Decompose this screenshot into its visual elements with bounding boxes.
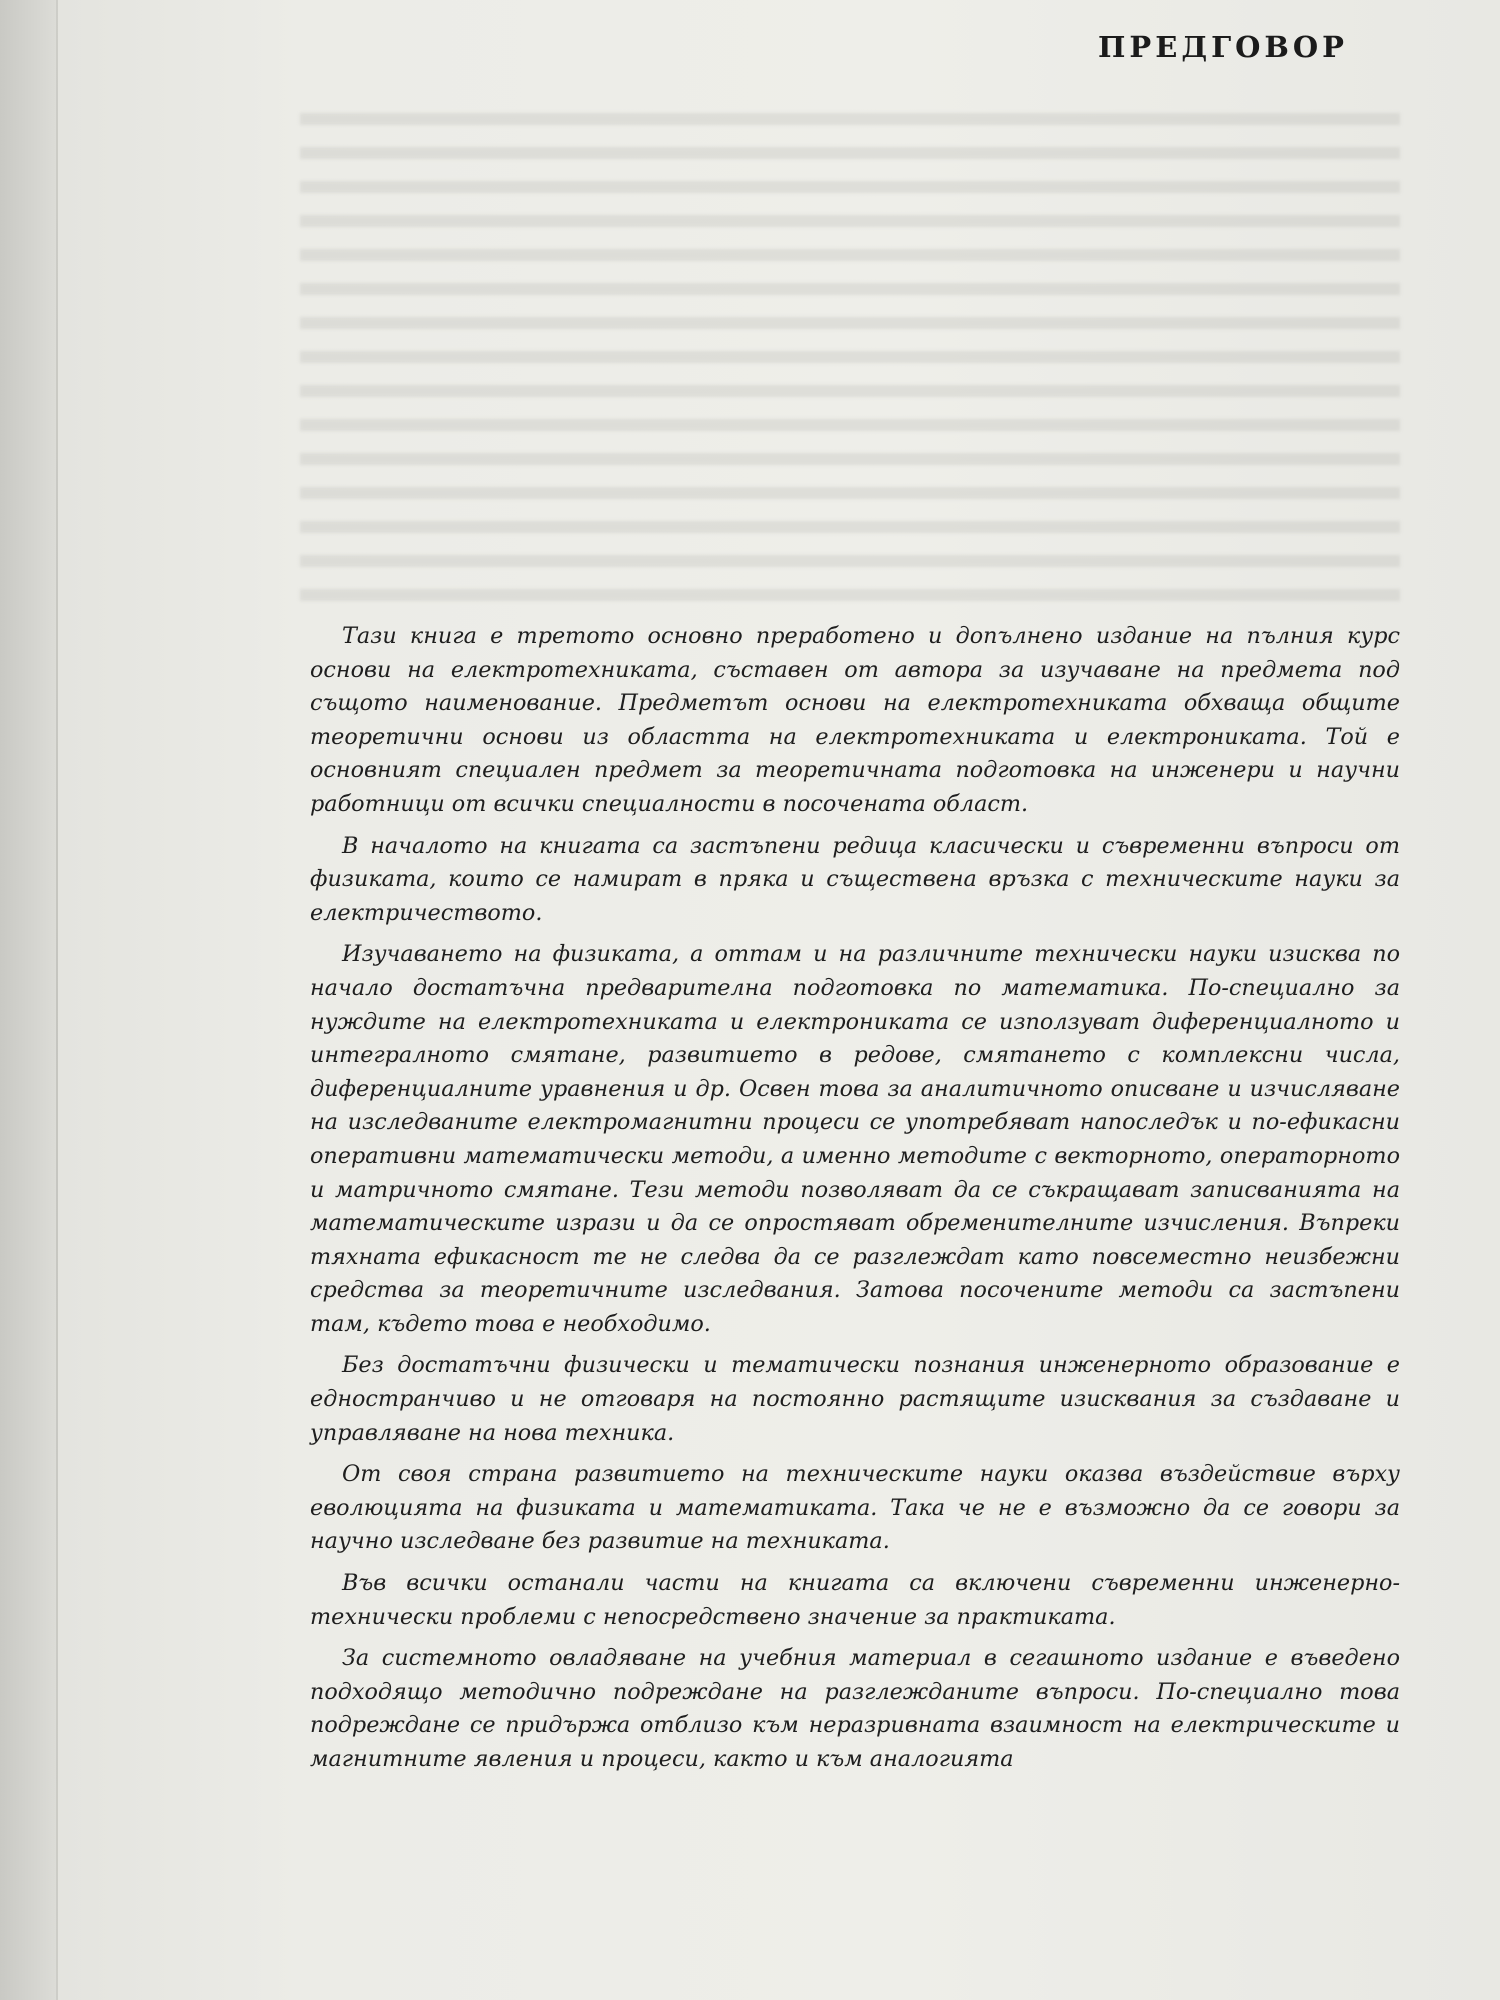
- preface-body: [310, 620, 1400, 1785]
- paragraph-3: Изучаването на физиката, а оттам и на различните технически науки изисква по начало достатъчна предварителна подготовка по математика. По-специално за нуждите на електротехниката и електрониката се използуват диференциалното и интегралното смятане, развитието в редове, смятането с комплексни числа, диференциалните уравнения и др. Освен това за аналитичното описване и изчисляване на изследваните електромагнитни процеси се употребяват напоследък и по-ефикасни оперативни математически методи, а именно методите с векторното, операторното и матричното смятане. Тези методи позволяват да се съкращават записванията на математическите изрази и да се опростяват обременителните изчисления. Въпреки тяхната ефикасност те не следва да се разглеждат като повсеместно неизбежни средства за теоретичните изследвания. Затова посочените методи са застъпени там, където това е необходимо.: [310, 941, 1400, 1337]
- paragraph-5: От своя страна развитието на техническите науки оказва въздействие върху еволюцията на физиката и математиката. Така че не е възможно да се говори за научно изследване без развитие на техниката.: [310, 1461, 1400, 1555]
- paragraph-7: За системното овладяване на учебния материал в сегашното издание е въведено подходящо методично подреждане на разглежданите въпроси. По-специално това подреждане се придържа отблизо към неразривната взаимност на електрическите и магнитните явления и процеси, както и към аналогията: [310, 1645, 1400, 1772]
- paragraph-1: Тази книга е третото основно преработено и допълнено издание на пълния курс основи на електротехниката, съставен от автора за изучаване на предмета под същото наименование. Предметът основи на електротехниката обхваща общите теоретични основи из областта на електротехниката и електрониката. Той е основният специален предмет за теоретичната подготовка на инженери и научни работници от всички специалности в посочената област.: [310, 623, 1400, 817]
- paragraph-6: Във всички останали части на книгата са включени съвременни инженерно-технически проблеми с непосредствено значение за практиката.: [310, 1570, 1400, 1630]
- paragraph-4: Без достатъчни физически и тематически познания инженерното образование е едностранчиво и не отговаря на постоянно растящите изисквания за създаване и управляване на нова техника.: [310, 1352, 1400, 1446]
- paragraph-2: В началото на книгата са застъпени редица класически и съвременни въпроси от физиката, които се намират в пряка и съществена връзка с техническите науки за електричеството.: [310, 832, 1400, 926]
- show-through-text: [300, 95, 1400, 615]
- page-heading: ПРЕДГОВОР: [1098, 30, 1348, 64]
- binding-shadow: [0, 0, 56, 2000]
- binding-spine: [56, 0, 58, 2000]
